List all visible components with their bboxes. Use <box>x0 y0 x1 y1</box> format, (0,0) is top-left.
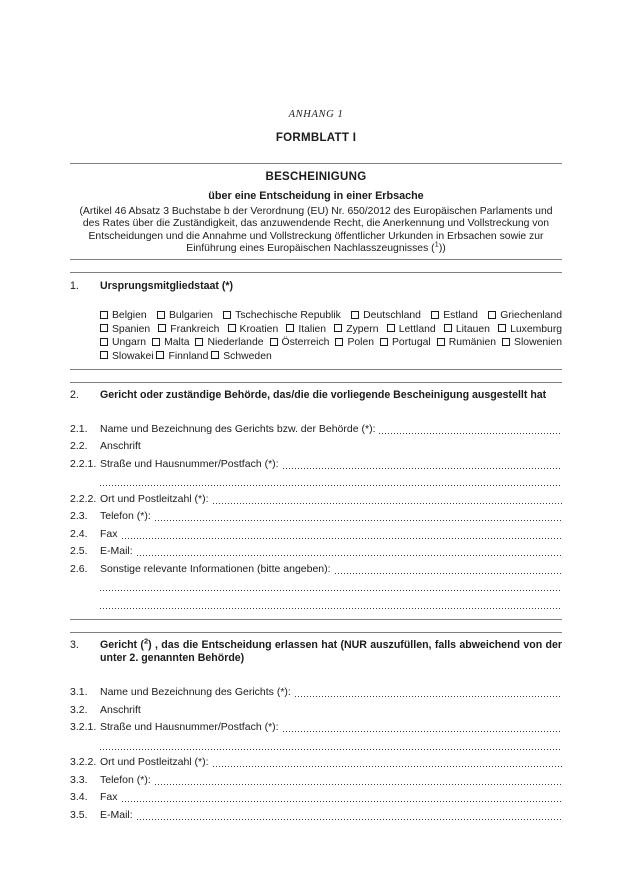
country-option[interactable] <box>488 309 562 323</box>
country-checkbox[interactable] <box>100 351 108 359</box>
country-checkbox[interactable] <box>211 351 219 359</box>
section-divider <box>70 259 562 273</box>
divider-line <box>70 632 562 633</box>
dotted-entry-line[interactable] <box>122 791 562 804</box>
field-label: Anschrift <box>100 440 141 452</box>
country-label: Portugal <box>392 337 431 349</box>
divider-line <box>70 369 562 370</box>
country-checkbox[interactable] <box>270 338 278 346</box>
dotted-entry-line[interactable] <box>100 475 562 488</box>
country-option[interactable] <box>157 309 213 323</box>
divider-line <box>70 382 562 383</box>
dotted-entry-line[interactable] <box>295 686 562 699</box>
field-number: 3.1. <box>70 686 88 698</box>
country-label: Österreich <box>281 337 330 349</box>
section-number: 2. <box>70 388 79 401</box>
divider-line <box>70 259 562 260</box>
dotted-entry-line[interactable] <box>283 721 562 734</box>
country-checkbox[interactable] <box>387 324 395 332</box>
country-checkbox[interactable] <box>158 324 166 332</box>
section-2-fields <box>70 418 562 611</box>
dotted-entry-line[interactable] <box>100 739 562 752</box>
country-option[interactable] <box>351 309 421 323</box>
form-field-row <box>70 488 562 506</box>
country-option[interactable] <box>223 309 341 323</box>
country-checkbox[interactable] <box>228 324 236 332</box>
field-label: Straße und Hausnummer/Postfach (*): <box>100 721 279 733</box>
form-field-row <box>70 804 562 822</box>
country-label: Luxemburg <box>510 323 563 335</box>
dotted-entry-line[interactable] <box>335 563 562 576</box>
country-label: Frankreich <box>170 323 220 335</box>
country-label: Niederlande <box>207 337 264 349</box>
section-1-heading <box>70 280 562 294</box>
form-field-row <box>70 506 562 524</box>
dotted-entry-line[interactable] <box>155 774 562 787</box>
field-number: 2.4. <box>70 527 88 540</box>
country-option[interactable] <box>270 336 330 350</box>
dotted-entry-line[interactable] <box>213 756 562 769</box>
country-label: Slowenien <box>514 337 562 349</box>
form-field-row <box>70 787 562 805</box>
dotted-entry-line[interactable] <box>213 493 562 506</box>
legal-basis-text <box>70 206 562 256</box>
field-label: E-Mail: <box>100 808 133 821</box>
country-checkbox[interactable] <box>498 324 506 332</box>
form-field-row <box>70 453 562 471</box>
dotted-entry-line[interactable] <box>137 809 562 822</box>
field-number: 3.3. <box>70 773 88 786</box>
section-title-end: ) , das die Entscheidung erlassen hat (NUR auszufüllen, falls abweichend von der unter 2. genannten Behörde) <box>100 638 563 664</box>
section-title: Ursprungsmitgliedstaat (*) <box>100 279 234 292</box>
form-field-continuation-row <box>70 593 562 611</box>
country-checkbox-row <box>100 323 562 337</box>
country-checkbox[interactable] <box>223 311 231 319</box>
form-field-row <box>70 699 562 717</box>
field-label: Ort und Postleitzahl (*): <box>100 756 209 768</box>
country-option[interactable] <box>228 323 279 337</box>
form-field-continuation-row <box>70 734 562 752</box>
country-option[interactable] <box>431 309 478 323</box>
country-checkbox[interactable] <box>334 324 342 332</box>
field-label: Name und Bezeichnung des Gerichts bzw. der Behörde (*): <box>100 422 376 435</box>
field-label: Name und Bezeichnung des Gerichts (*): <box>100 686 291 698</box>
country-checkbox-row <box>100 350 562 364</box>
country-label: Deutschland <box>363 310 421 322</box>
field-number: 3.2.2. <box>70 756 97 768</box>
country-label: Lettland <box>398 323 436 335</box>
field-label: Ort und Postleitzahl (*): <box>100 492 209 505</box>
country-option[interactable] <box>100 336 146 350</box>
country-label: Zypern <box>346 323 379 335</box>
divider-line <box>70 272 562 273</box>
form-field-row <box>70 769 562 787</box>
country-label: Polen <box>347 337 375 349</box>
form-field-continuation-row <box>70 471 562 489</box>
field-number: 2.1. <box>70 422 88 435</box>
form-title: FORMBLATT I <box>275 132 357 144</box>
footnote-ref-1: 1 <box>434 239 439 249</box>
field-number: 3.5. <box>70 808 88 821</box>
country-label: Finnland <box>168 350 209 362</box>
legal-basis-close: )) <box>438 243 446 255</box>
field-number: 2.2. <box>70 440 88 452</box>
footnote-ref-2: 2 <box>143 635 149 645</box>
field-label: Sonstige relevante Informationen (bitte angeben): <box>100 562 331 575</box>
section-3-heading <box>70 635 563 666</box>
country-label: Rumänien <box>448 337 497 349</box>
country-checkbox[interactable] <box>335 338 343 346</box>
country-option[interactable] <box>100 350 154 364</box>
field-number: 2.2.2. <box>70 492 97 505</box>
section-title <box>100 635 563 666</box>
country-option[interactable] <box>152 336 189 350</box>
field-label: Straße und Hausnummer/Postfach (*): <box>100 457 279 470</box>
field-label: Fax <box>100 527 118 540</box>
country-label: Italien <box>298 323 327 335</box>
country-option[interactable] <box>437 336 496 350</box>
country-checkbox[interactable] <box>195 338 203 346</box>
country-label: Litauen <box>455 323 490 335</box>
form-field-row <box>70 717 562 735</box>
country-label: Spanien <box>112 323 151 335</box>
form-field-row <box>70 436 562 454</box>
country-checkbox-group <box>100 309 562 363</box>
country-checkbox-row <box>100 336 562 350</box>
legal-basis-body: (Artikel 46 Absatz 3 Buchstabe b der Verordnung (EU) Nr. 650/2012 des Europäischen Parlaments und des Rates über die Zuständigkeit, das anzuwendende Recht, die Anerkennung und Vollstreckung von Entscheidungen und die Annahme und Vollstreckung öffentlicher Urkunden in Erbsachen sowie zur Einführung eines Europäischen Nachlasszeugnisses ( <box>79 206 553 255</box>
section-number: 1. <box>70 279 79 292</box>
country-checkbox-row <box>100 309 562 323</box>
form-field-row <box>70 523 562 541</box>
form-field-row <box>70 541 562 559</box>
form-field-row <box>70 682 562 700</box>
country-checkbox[interactable] <box>351 311 359 319</box>
field-label: Telefon (*): <box>100 510 151 522</box>
country-option[interactable] <box>100 323 150 337</box>
field-label: Fax <box>100 791 118 803</box>
country-checkbox[interactable] <box>100 324 108 332</box>
country-checkbox[interactable] <box>100 338 108 346</box>
annex-label: ANHANG 1 <box>288 109 344 120</box>
dotted-entry-line[interactable] <box>100 598 562 611</box>
field-number: 2.2.1. <box>70 457 97 470</box>
form-field-row <box>70 558 562 576</box>
country-checkbox[interactable] <box>502 338 510 346</box>
country-option[interactable] <box>156 350 208 364</box>
country-checkbox[interactable] <box>431 311 439 319</box>
field-number: 2.3. <box>70 510 88 522</box>
section-number: 3. <box>70 638 79 651</box>
country-checkbox[interactable] <box>156 351 164 359</box>
section-title-start: Gericht ( <box>100 638 144 651</box>
country-label: Tschechische Republik <box>235 310 341 322</box>
section-3-fields <box>70 682 562 822</box>
country-option[interactable] <box>211 350 272 364</box>
dotted-entry-line[interactable] <box>100 580 562 593</box>
country-checkbox[interactable] <box>152 338 160 346</box>
section-title: Gericht oder zuständige Behörde, das/die die vorliegende Bescheinigung ausgestellt hat <box>100 388 547 401</box>
field-label: Anschrift <box>100 703 141 716</box>
divider-line <box>70 619 562 620</box>
country-label: Bulgarien <box>168 310 213 322</box>
country-label: Schweden <box>223 350 272 362</box>
country-option[interactable] <box>498 323 562 337</box>
form-field-row <box>70 418 562 436</box>
section-divider <box>70 369 562 383</box>
country-label: Ungarn <box>112 337 147 349</box>
country-option[interactable] <box>387 323 436 337</box>
section-divider <box>70 619 562 633</box>
country-label: Malta <box>164 337 190 349</box>
dotted-entry-line[interactable] <box>155 510 562 523</box>
field-number: 3.4. <box>70 791 88 803</box>
dotted-entry-line[interactable] <box>122 528 562 541</box>
country-checkbox[interactable] <box>100 311 108 319</box>
country-option[interactable] <box>195 336 263 350</box>
dotted-entry-line[interactable] <box>283 458 562 471</box>
dotted-entry-line[interactable] <box>137 545 562 558</box>
divider-line <box>70 163 562 164</box>
country-checkbox[interactable] <box>157 311 165 319</box>
form-field-row <box>70 752 562 770</box>
field-label: Telefon (*): <box>100 773 151 786</box>
document-title: BESCHEINIGUNG <box>265 171 367 183</box>
field-number: 3.2.1. <box>70 721 97 733</box>
country-checkbox[interactable] <box>488 311 496 319</box>
country-label: Belgien <box>112 310 147 322</box>
form-field-continuation-row <box>70 576 562 594</box>
field-number: 3.2. <box>70 703 88 716</box>
country-option[interactable] <box>286 323 326 337</box>
country-checkbox[interactable] <box>437 338 445 346</box>
country-option[interactable] <box>335 336 374 350</box>
country-label: Slowakei <box>112 350 154 362</box>
country-option[interactable] <box>334 323 378 337</box>
field-number: 2.6. <box>70 562 88 575</box>
country-option[interactable] <box>502 336 562 350</box>
country-option[interactable] <box>380 336 431 350</box>
country-checkbox[interactable] <box>380 338 388 346</box>
field-label: E-Mail: <box>100 545 133 557</box>
field-number: 2.5. <box>70 545 88 557</box>
section-2-heading <box>70 389 562 403</box>
country-option[interactable] <box>444 323 490 337</box>
country-checkbox[interactable] <box>444 324 452 332</box>
document-subtitle: über eine Entscheidung in einer Erbsache <box>208 190 424 202</box>
country-label: Estland <box>443 310 478 322</box>
country-option[interactable] <box>100 309 147 323</box>
country-label: Griechenland <box>500 310 563 322</box>
country-option[interactable] <box>158 323 219 337</box>
dotted-entry-line[interactable] <box>379 423 562 436</box>
country-label: Kroatien <box>239 323 279 335</box>
country-checkbox[interactable] <box>286 324 294 332</box>
